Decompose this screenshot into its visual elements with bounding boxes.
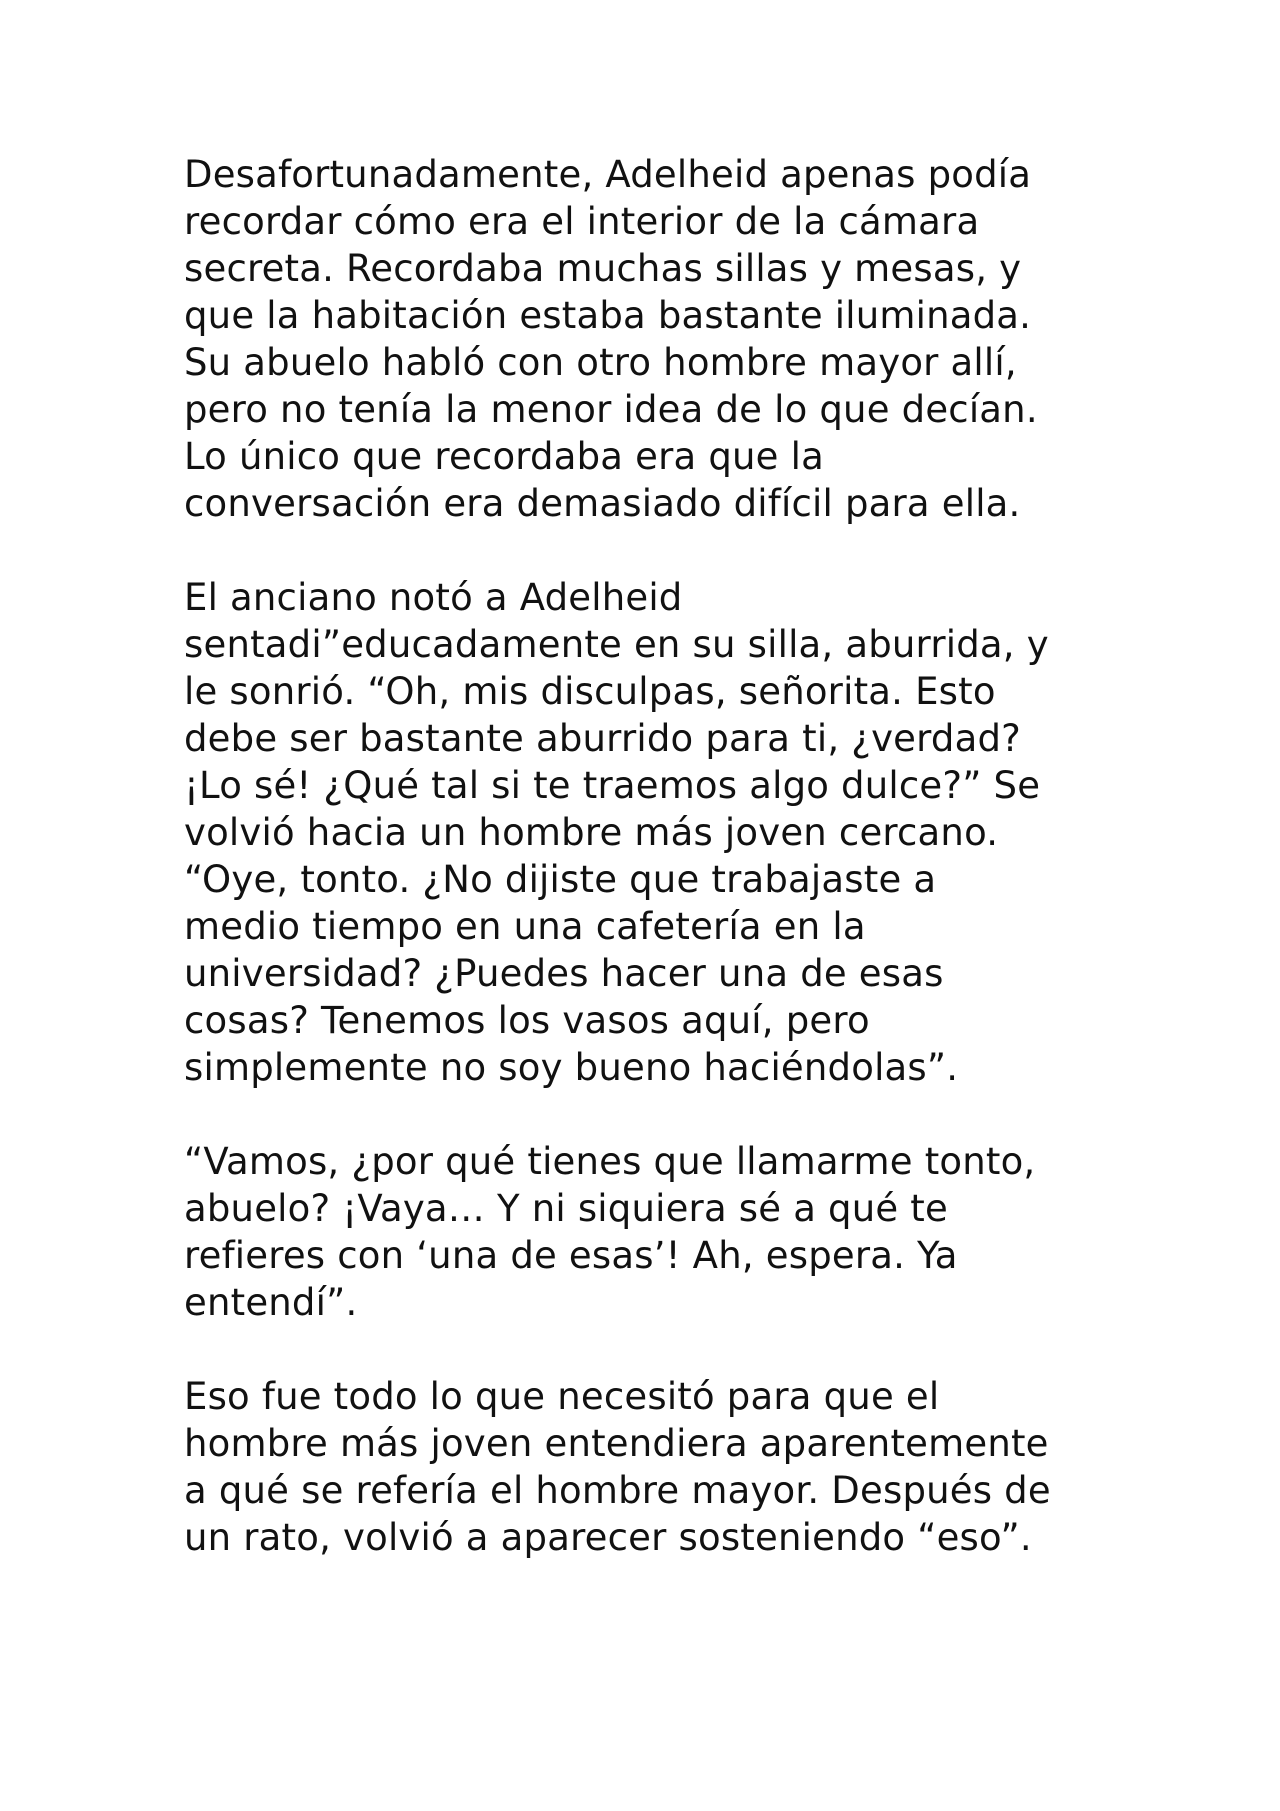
text-line: le sonrió. “Oh, mis disculpas, señorita. Esto — [184, 670, 996, 713]
text-line: medio tiempo en una cafetería en la — [184, 905, 866, 948]
text-line: universidad? ¿Puedes hacer una de esas — [184, 952, 944, 995]
text-line: entendí”. — [184, 1281, 358, 1324]
text-line: Desafortunadamente, Adelheid apenas podía — [184, 153, 1032, 196]
text-line: cosas? Tenemos los vasos aquí, pero — [184, 999, 870, 1042]
text-line: ¡Lo sé! ¿Qué tal si te traemos algo dulce?” Se — [184, 764, 1041, 807]
text-line: hombre más joven entendiera aparentemente — [184, 1422, 1049, 1465]
paragraph-2 — [184, 574, 1124, 1091]
text-line: sentadi”educadamente en su silla, aburrida, y — [184, 623, 1049, 666]
text-line: “Vamos, ¿por qué tienes que llamarme tonto, — [184, 1140, 1036, 1183]
text-line: simplemente no soy bueno haciéndolas”. — [184, 1046, 959, 1089]
text-line: recordar cómo era el interior de la cámara — [184, 200, 980, 243]
text-line: “Oye, tonto. ¿No dijiste que trabajaste a — [184, 858, 937, 901]
text-line: refieres con ‘una de esas’! Ah, espera. Ya — [184, 1234, 958, 1277]
text-line: secreta. Recordaba muchas sillas y mesas, y — [184, 247, 1022, 290]
text-line: un rato, volvió a aparecer sosteniendo “eso”. — [184, 1516, 1032, 1559]
text-line: Su abuelo habló con otro hombre mayor allí, — [184, 341, 1017, 384]
text-line: abuelo? ¡Vaya… Y ni siquiera sé a qué te — [184, 1187, 948, 1230]
text-line: volvió hacia un hombre más joven cercano. — [184, 811, 999, 854]
text-line: debe ser bastante aburrido para ti, ¿verdad? — [184, 717, 1021, 760]
text-line: El anciano notó a Adelheid — [184, 576, 683, 619]
paragraph-4 — [184, 1373, 1124, 1561]
paragraph-3 — [184, 1138, 1124, 1326]
text-line: conversación era demasiado difícil para ella. — [184, 482, 1021, 525]
paragraph-1 — [184, 151, 1124, 527]
text-line: pero no tenía la menor idea de lo que decían. — [184, 388, 1038, 431]
text-line: Eso fue todo lo que necesitó para que el — [184, 1375, 940, 1418]
text-line: Lo único que recordaba era que la — [184, 435, 824, 478]
text-line: que la habitación estaba bastante iluminada. — [184, 294, 1032, 337]
text-line: a qué se refería el hombre mayor. Después de — [184, 1469, 1051, 1512]
body-text — [184, 151, 1124, 1608]
